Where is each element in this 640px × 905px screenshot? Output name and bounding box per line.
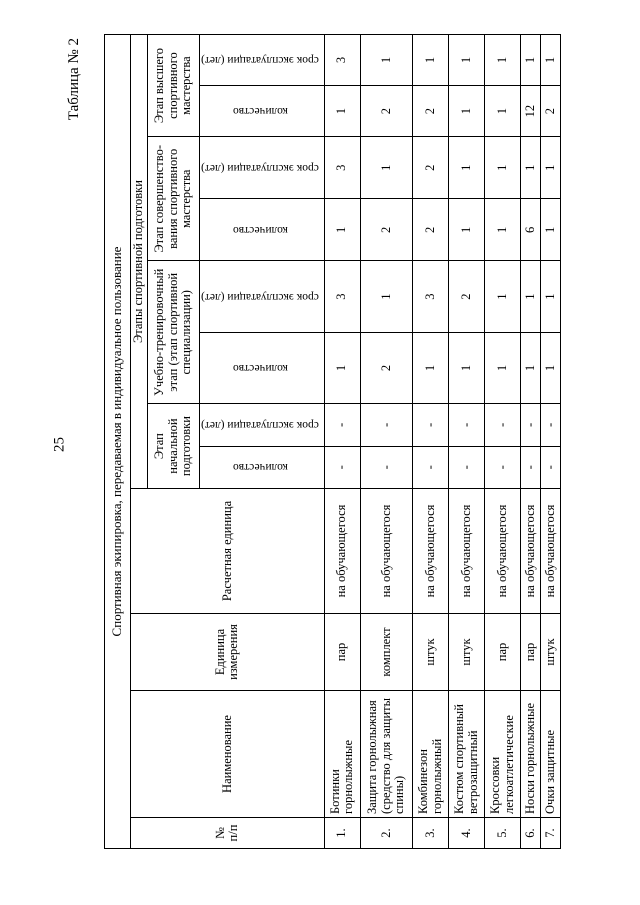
- item-unit: штук: [541, 614, 561, 691]
- period-value: 3: [324, 35, 360, 86]
- item-calc-unit: на обучающегося: [541, 489, 561, 614]
- period-value: 2: [449, 261, 485, 332]
- header-stages-title: Этапы спортивной подготовки: [131, 35, 148, 489]
- header-stage-3: Этап совершенство-вания спортивного мастерства: [148, 137, 200, 261]
- quantity-value: 1: [541, 332, 561, 403]
- period-value: -: [413, 404, 449, 446]
- row-number: 3.: [413, 818, 449, 849]
- quantity-value: -: [360, 446, 412, 488]
- quantity-value: -: [541, 446, 561, 488]
- quantity-value: 2: [360, 85, 412, 136]
- period-value: 1: [521, 35, 541, 86]
- item-unit: пар: [324, 614, 360, 691]
- header-calc-unit: Расчетная единица: [131, 489, 325, 614]
- period-value: 3: [324, 137, 360, 199]
- table-row: [485, 35, 521, 849]
- period-value: 3: [413, 261, 449, 332]
- quantity-value: 1: [521, 332, 541, 403]
- rotated-table-container: [104, 34, 561, 849]
- quantity-value: -: [485, 446, 521, 488]
- quantity-value: 1: [324, 85, 360, 136]
- period-value: 1: [360, 35, 412, 86]
- header-period-label: срок эксплуатации (лет): [201, 419, 320, 432]
- row-number: 5.: [485, 818, 521, 849]
- row-number: 6.: [521, 818, 541, 849]
- table-row: [449, 35, 485, 849]
- period-value: -: [324, 404, 360, 446]
- header-name: Наименование: [131, 691, 325, 818]
- table-title: Спортивная экипировка, передаваемая в индивидуальное пользование: [105, 35, 131, 849]
- item-calc-unit: на обучающегося: [485, 489, 521, 614]
- table-row: [521, 35, 541, 849]
- header-period-label: срок эксплуатации (лет): [201, 161, 320, 174]
- quantity-value: 12: [521, 85, 541, 136]
- item-unit: пар: [521, 614, 541, 691]
- item-calc-unit: на обучающегося: [521, 489, 541, 614]
- title-row: [105, 35, 131, 849]
- item-unit: пар: [485, 614, 521, 691]
- item-unit: штук: [413, 614, 449, 691]
- item-name: Носки горнолыжные: [521, 691, 541, 818]
- header-quantity-label: количество: [232, 105, 288, 118]
- quantity-value: 2: [360, 332, 412, 403]
- header-num: № п/п: [131, 818, 325, 849]
- table-row: [324, 35, 360, 849]
- item-name: Кроссовки легкоатлетические: [485, 691, 521, 818]
- period-value: 1: [360, 261, 412, 332]
- quantity-value: 6: [521, 199, 541, 261]
- quantity-value: 2: [413, 199, 449, 261]
- quantity-value: 2: [360, 199, 412, 261]
- period-value: 1: [485, 137, 521, 199]
- quantity-value: 1: [485, 199, 521, 261]
- period-value: 1: [521, 137, 541, 199]
- table-row: [541, 35, 561, 849]
- header-stage-4: Этап высшего спортивного мастерства: [148, 35, 200, 137]
- header-unit: Единица измерения: [131, 614, 325, 691]
- period-value: 1: [541, 261, 561, 332]
- header-quantity-stage-1: [200, 446, 324, 488]
- item-calc-unit: на обучающегося: [324, 489, 360, 614]
- period-value: 1: [485, 35, 521, 86]
- period-value: 1: [449, 35, 485, 86]
- period-value: 1: [541, 137, 561, 199]
- quantity-value: 1: [413, 332, 449, 403]
- item-name: Очки защитные: [541, 691, 561, 818]
- quantity-value: 1: [324, 332, 360, 403]
- table-row: [413, 35, 449, 849]
- header-quantity-stage-3: [200, 199, 324, 261]
- header-period-stage-4: [200, 35, 324, 86]
- quantity-value: -: [521, 446, 541, 488]
- row-number: 2.: [360, 818, 412, 849]
- row-number: 7.: [541, 818, 561, 849]
- row-number: 4.: [449, 818, 485, 849]
- header-period-stage-2: [200, 261, 324, 332]
- quantity-value: 1: [485, 332, 521, 403]
- page-number: 25: [51, 437, 68, 452]
- item-calc-unit: на обучающегося: [449, 489, 485, 614]
- quantity-value: 1: [449, 332, 485, 403]
- period-value: -: [449, 404, 485, 446]
- quantity-value: -: [324, 446, 360, 488]
- quantity-value: 2: [541, 85, 561, 136]
- header-period-label: срок эксплуатации (лет): [201, 290, 320, 303]
- item-name: Защита горнолыжная (средство для защиты спины): [360, 691, 412, 818]
- item-unit: комплект: [360, 614, 412, 691]
- item-calc-unit: на обучающегося: [413, 489, 449, 614]
- equipment-table: [104, 34, 561, 849]
- item-unit: штук: [449, 614, 485, 691]
- header-quantity-stage-2: [200, 332, 324, 403]
- header-period-label: срок эксплуатации (лет): [201, 54, 320, 67]
- quantity-value: 1: [541, 199, 561, 261]
- table-label: Таблица № 2: [66, 38, 82, 121]
- row-number: 1.: [324, 818, 360, 849]
- quantity-value: 2: [413, 85, 449, 136]
- quantity-value: -: [449, 446, 485, 488]
- item-name: Костюм спортивный ветрозащитный: [449, 691, 485, 818]
- period-value: 3: [324, 261, 360, 332]
- header-quantity-label: количество: [232, 224, 288, 237]
- period-value: -: [521, 404, 541, 446]
- header-quantity-label: количество: [232, 461, 288, 474]
- period-value: -: [541, 404, 561, 446]
- quantity-value: -: [413, 446, 449, 488]
- quantity-value: 1: [449, 85, 485, 136]
- table-row: [360, 35, 412, 849]
- header-stage-1: Этап начальной подготовки: [148, 404, 200, 489]
- header-quantity-stage-4: [200, 85, 324, 136]
- item-name: Ботинки горнолыжные: [324, 691, 360, 818]
- quantity-value: 1: [485, 85, 521, 136]
- period-value: 1: [521, 261, 541, 332]
- period-value: 1: [485, 261, 521, 332]
- period-value: -: [360, 404, 412, 446]
- header-stage-2: Учебно-тренировочный этап (этап спортивной специализации): [148, 261, 200, 404]
- period-value: -: [485, 404, 521, 446]
- item-calc-unit: на обучающегося: [360, 489, 412, 614]
- period-value: 1: [541, 35, 561, 86]
- header-period-stage-3: [200, 137, 324, 199]
- quantity-value: 1: [449, 199, 485, 261]
- header-row-1: [131, 35, 148, 849]
- header-period-stage-1: [200, 404, 324, 446]
- item-name: Комбинезон горнолыжный: [413, 691, 449, 818]
- quantity-value: 1: [324, 199, 360, 261]
- period-value: 2: [413, 137, 449, 199]
- header-quantity-label: количество: [232, 362, 288, 375]
- period-value: 1: [449, 137, 485, 199]
- period-value: 1: [413, 35, 449, 86]
- period-value: 1: [360, 137, 412, 199]
